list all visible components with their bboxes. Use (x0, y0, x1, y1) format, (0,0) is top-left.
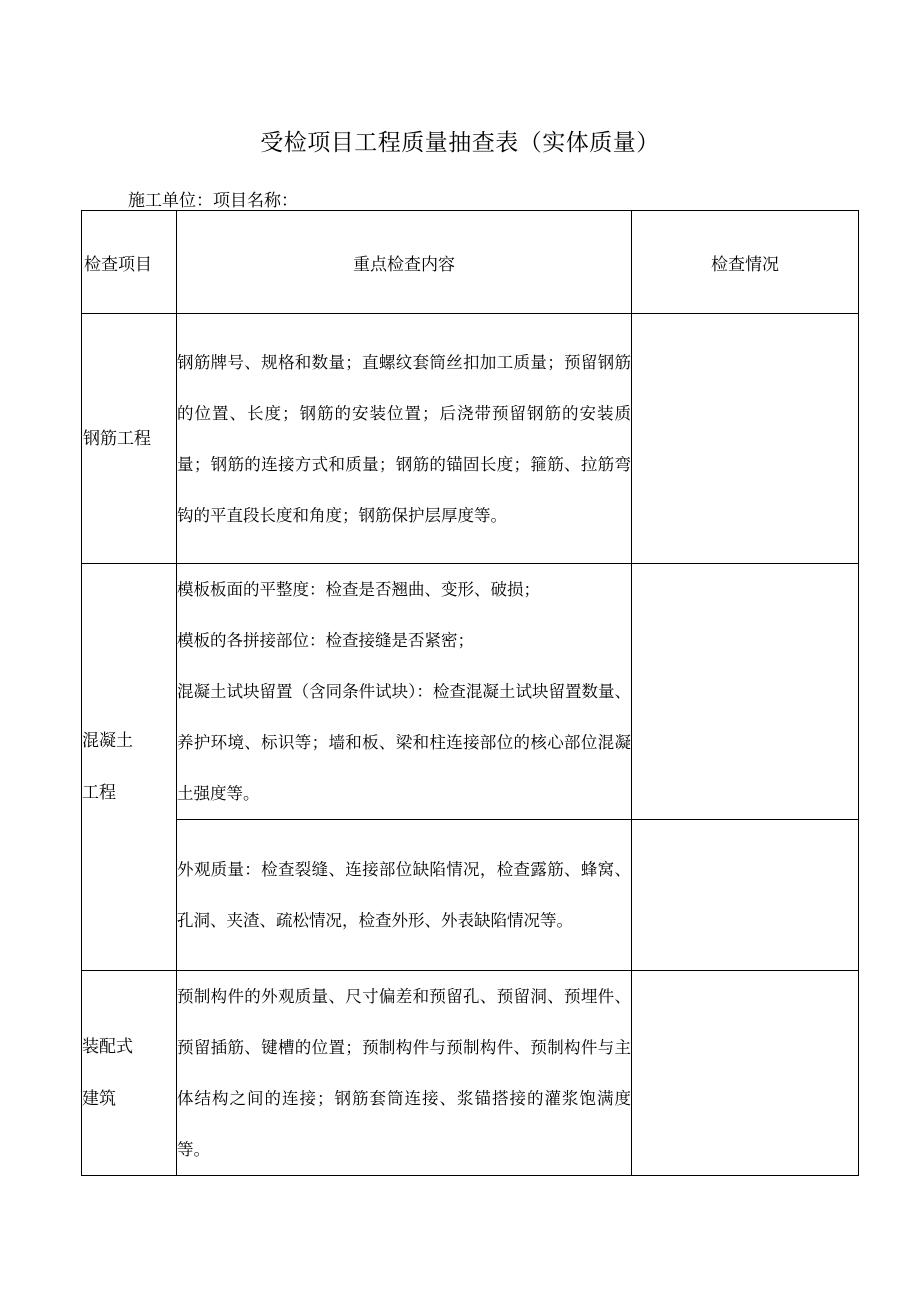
header-key-content: 重点检查内容 (177, 211, 632, 314)
result-concrete-appearance[interactable] (632, 820, 859, 971)
document-title: 受检项目工程质量抽查表（实体质量） (260, 130, 660, 156)
content-concrete-appearance: 外观质量：检查裂缝、连接部位缺陷情况，检查露筋、蜂窝、孔洞、夹渣、疏松情况，检查外形、外表缺陷情况等。 (177, 820, 632, 971)
result-prefab[interactable] (632, 971, 859, 1176)
table-row (82, 564, 859, 820)
table-header-row (82, 211, 859, 314)
category-concrete (82, 564, 177, 971)
content-concrete-formwork: 模板板面的平整度：检查是否翘曲、变形、破损； 模板的各拼接部位：检查接缝是否紧密； 混凝土试块留置（含同条件试块）：检查混凝土试块留置数量、养护环境、标识等；墙和板、梁和柱连接部位的核心部位混凝土强度等。 (177, 564, 632, 820)
header-inspection-result: 检查情况 (632, 211, 859, 314)
inspection-table (81, 210, 859, 1176)
result-rebar[interactable] (632, 314, 859, 564)
table-row (82, 314, 859, 564)
category-prefab (82, 971, 177, 1176)
contractor-project-line: 施工单位：项目名称： (128, 191, 298, 211)
category-concrete-line1: 混凝土 (82, 731, 133, 751)
category-concrete-line2: 工程 (82, 783, 116, 803)
table-row (82, 820, 859, 971)
category-prefab-line2: 建筑 (82, 1089, 116, 1109)
category-rebar: 钢筋工程 (82, 314, 177, 564)
content-rebar: 钢筋牌号、规格和数量；直螺纹套筒丝扣加工质量；预留钢筋的位置、长度；钢筋的安装位置；后浇带预留钢筋的安装质量；钢筋的连接方式和质量；钢筋的锚固长度；箍筋、拉筋弯钩的平直段长度和角度；钢筋保护层厚度等。 (177, 314, 632, 564)
result-concrete-formwork[interactable] (632, 564, 859, 820)
header-inspection-item: 检查项目 (82, 211, 177, 314)
content-prefab: 预制构件的外观质量、尺寸偏差和预留孔、预留洞、预埋件、预留插筋、键槽的位置；预制构件与预制构件、预制构件与主体结构之间的连接；钢筋套筒连接、浆锚搭接的灌浆饱满度等。 (177, 971, 632, 1176)
category-prefab-line1: 装配式 (82, 1037, 133, 1057)
table-row (82, 971, 859, 1176)
